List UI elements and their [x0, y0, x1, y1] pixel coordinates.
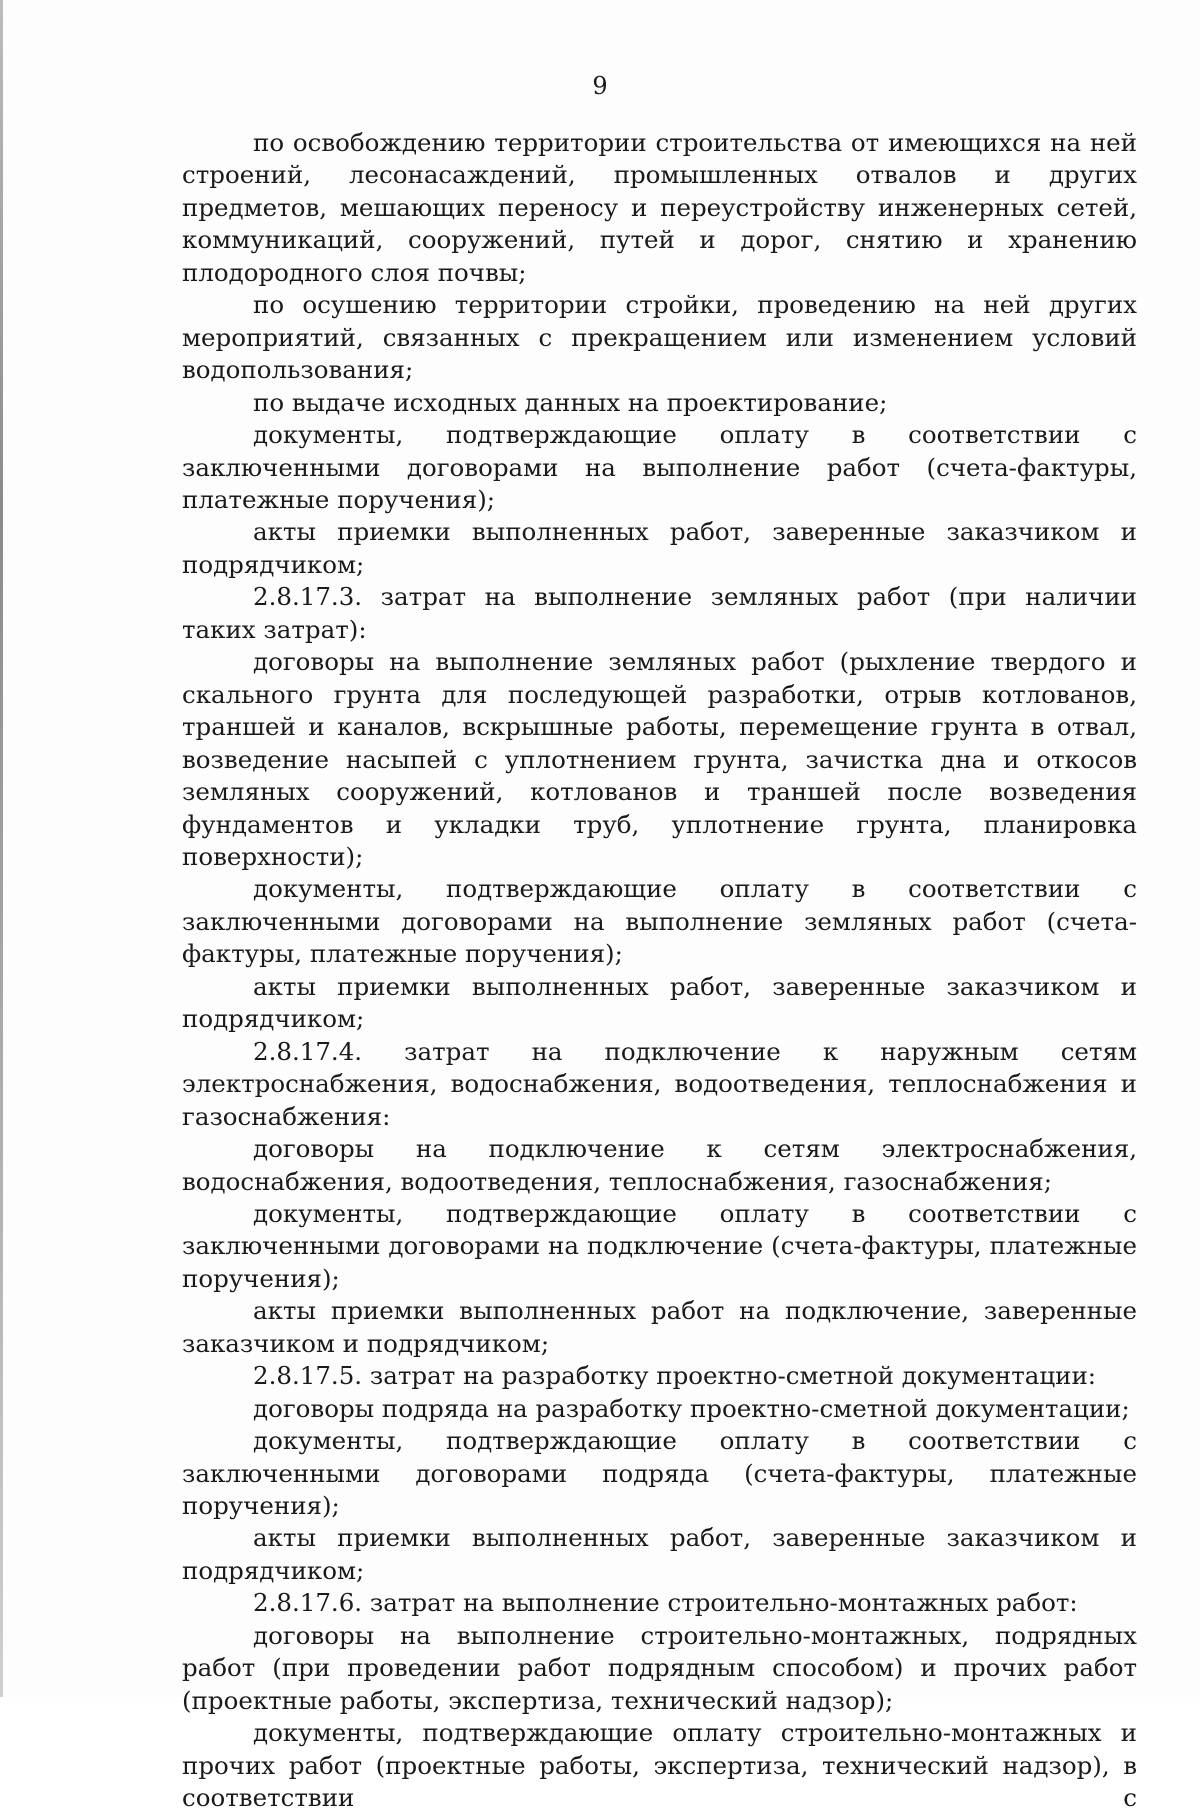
- paragraph: акты приемки выполненных работ, заверенные заказчиком и подрядчиком;: [182, 971, 1137, 1034]
- section-heading: 2.8.17.4. затрат на подключение к наружным сетям электроснабжения, водоснабжения, водоотведения, теплоснабжения и газоснабжения:: [182, 1036, 1137, 1131]
- paragraph: документы, подтверждающие оплату в соответствии с заключенными договорами на подключение (счета-фактуры, платежные поручения);: [182, 1198, 1137, 1293]
- section-heading: 2.8.17.6. затрат на выполнение строительно-монтажных работ:: [253, 1588, 1078, 1618]
- paragraph: акты приемки выполненных работ, заверенные заказчиком и подрядчиком;: [182, 1523, 1137, 1585]
- scan-edge-shadow: [0, 0, 3, 1697]
- paragraph: документы, подтверждающие оплату в соответствии с заключенными договорами на выполнение работ (счета-фактуры, платежные поручения);: [182, 420, 1137, 514]
- paragraph: документы, подтверждающие оплату строительно-монтажных и прочих работ (проектные работы, экспертиза, технический надзор), в соответствии с: [182, 1718, 1137, 1813]
- paragraph: по освобождению территории строительства от имеющихся на ней строений, лесонасаждений, промышленных отвалов и других предметов, мешающих переносу и переустройству инженерных сетей, коммуникаций, сооружений, путей и дорог, снятию и хранению плодородного слоя почвы;: [182, 128, 1137, 287]
- paragraph: договоры подряда на разработку проектно-сметной документации;: [253, 1393, 1130, 1423]
- paragraph: акты приемки выполненных работ на подключение, заверенные заказчиком и подрядчиком;: [182, 1296, 1137, 1358]
- paragraph: по осушению территории стройки, проведению на ней других мероприятий, связанных с прекращением или изменением условий водопользования;: [182, 290, 1137, 385]
- document-body: [182, 127, 1137, 1815]
- paragraph: договоры на подключение к сетям электроснабжения, водоснабжения, водоотведения, теплоснабжения, газоснабжения;: [182, 1134, 1137, 1196]
- paragraph: акты приемки выполненных работ, заверенные заказчиком и подрядчиком;: [182, 517, 1137, 579]
- paragraph: договоры на выполнение земляных работ (рыхление твердого и скального грунта для последующей разработки, отрыв котлованов, траншей и каналов, вскрышные работы, перемещение грунта в отвал, возведение насыпей с уплотнением грунта, зачистка дна и откосов земляных сооружений, котлованов и траншей после возведения фундаментов и укладки труб, уплотнение грунта, планировка поверхности);: [182, 647, 1137, 871]
- section-heading: 2.8.17.3. затрат на выполнение земляных работ (при наличии таких затрат):: [182, 582, 1137, 644]
- paragraph: документы, подтверждающие оплату в соответствии с заключенными договорами подряда (счета-фактуры, платежные поручения);: [182, 1426, 1137, 1521]
- paragraph: документы, подтверждающие оплату в соответствии с заключенными договорами на выполнение земляных работ (счета-фактуры, платежные поручения);: [182, 874, 1137, 969]
- paragraph: по выдаче исходных данных на проектирование;: [253, 387, 888, 417]
- section-heading: 2.8.17.5. затрат на разработку проектно-сметной документации:: [253, 1361, 1097, 1391]
- paragraph: договоры на выполнение строительно-монтажных, подрядных работ (при проведении работ подрядным способом) и прочих работ (проектные работы, экспертиза, технический надзор);: [182, 1620, 1137, 1715]
- page-number: 9: [592, 72, 608, 100]
